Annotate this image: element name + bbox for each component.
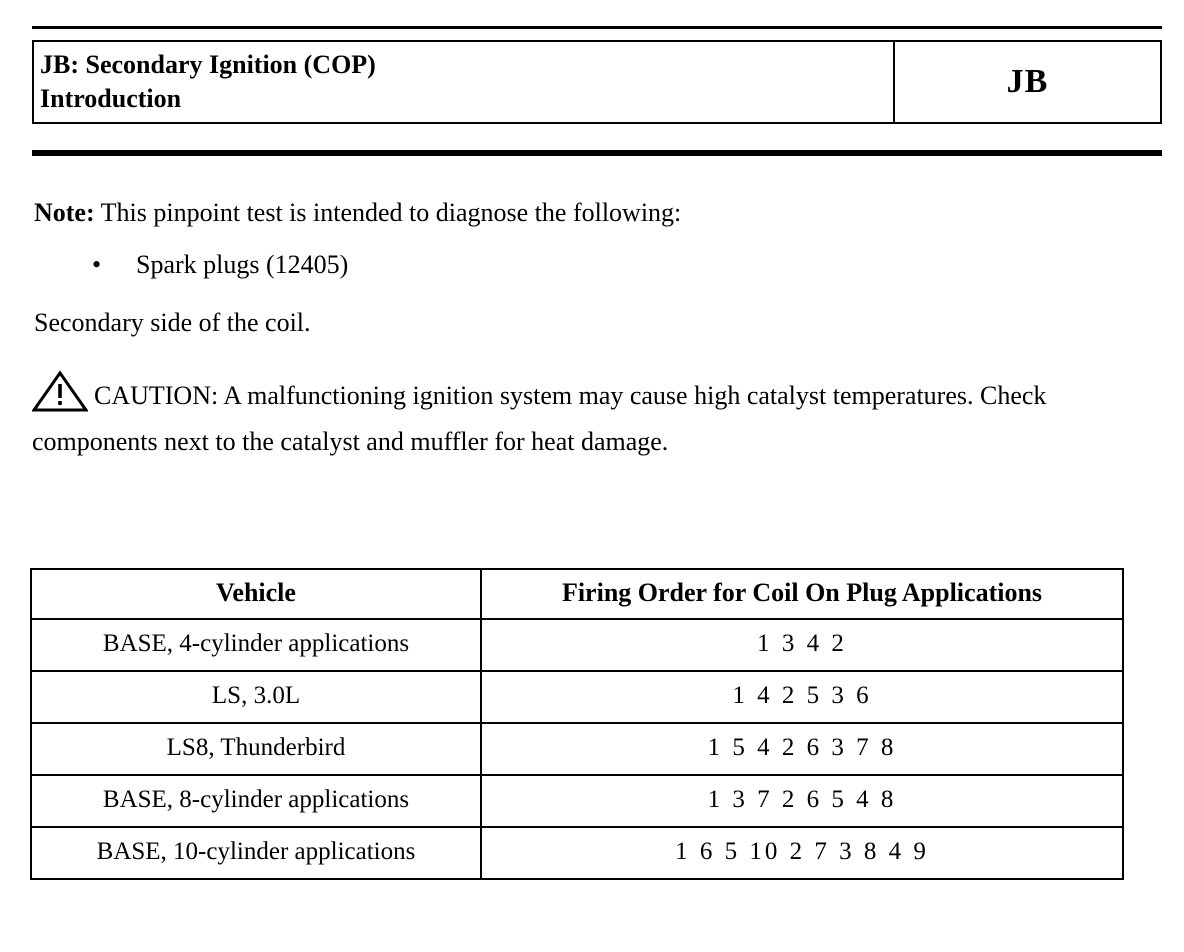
caution-block [32,370,1152,461]
table-row [31,827,1123,879]
cell-vehicle: BASE, 8-cylinder applications [31,775,481,827]
section-code: JB [1006,63,1049,100]
cell-firing-order: 1 3 4 2 [481,619,1123,671]
cell-vehicle: LS, 3.0L [31,671,481,723]
list-item [32,248,1152,282]
firing-order-table [30,568,1124,880]
cell-vehicle: LS8, Thunderbird [31,723,481,775]
column-header-vehicle: Vehicle [31,569,481,619]
page-header [32,40,1162,124]
cell-firing-order: 1 6 5 10 2 7 3 8 4 9 [481,827,1123,879]
caution-text: CAUTION: A malfunctioning ignition system may cause high catalyst temperatures. Check components next to the catalyst and muffler for heat damage. [32,381,1047,456]
cell-firing-order: 1 5 4 2 6 3 7 8 [481,723,1123,775]
table-row [31,619,1123,671]
diagnose-bullet-list [32,248,1152,282]
document-body [32,196,1152,483]
table-header-row [31,569,1123,619]
table-row [31,723,1123,775]
warning-triangle-icon [32,370,88,423]
cell-vehicle: BASE, 10-cylinder applications [31,827,481,879]
header-title-cell [34,42,895,122]
header-title-line-1: JB: Secondary Ignition (COP) [40,50,376,79]
table-row [31,775,1123,827]
secondary-side-paragraph: Secondary side of the coil. [34,308,311,337]
header-code-cell [895,42,1160,122]
header-title-line-2: Introduction [40,84,182,113]
note-text: This pinpoint test is intended to diagnose the following: [94,198,682,227]
cell-vehicle: BASE, 4-cylinder applications [31,619,481,671]
note-label: Note: [34,198,95,227]
note-paragraph [34,196,1152,230]
bullet-dot-icon: • [92,250,102,279]
cell-firing-order: 1 4 2 5 3 6 [481,671,1123,723]
column-header-firing-order: Firing Order for Coil On Plug Applications [481,569,1123,619]
header-bottom-rule [32,150,1162,156]
cell-firing-order: 1 3 7 2 6 5 4 8 [481,775,1123,827]
list-item-label: Spark plugs (12405) [136,250,349,279]
table-row [31,671,1123,723]
header-top-rule [32,26,1162,29]
